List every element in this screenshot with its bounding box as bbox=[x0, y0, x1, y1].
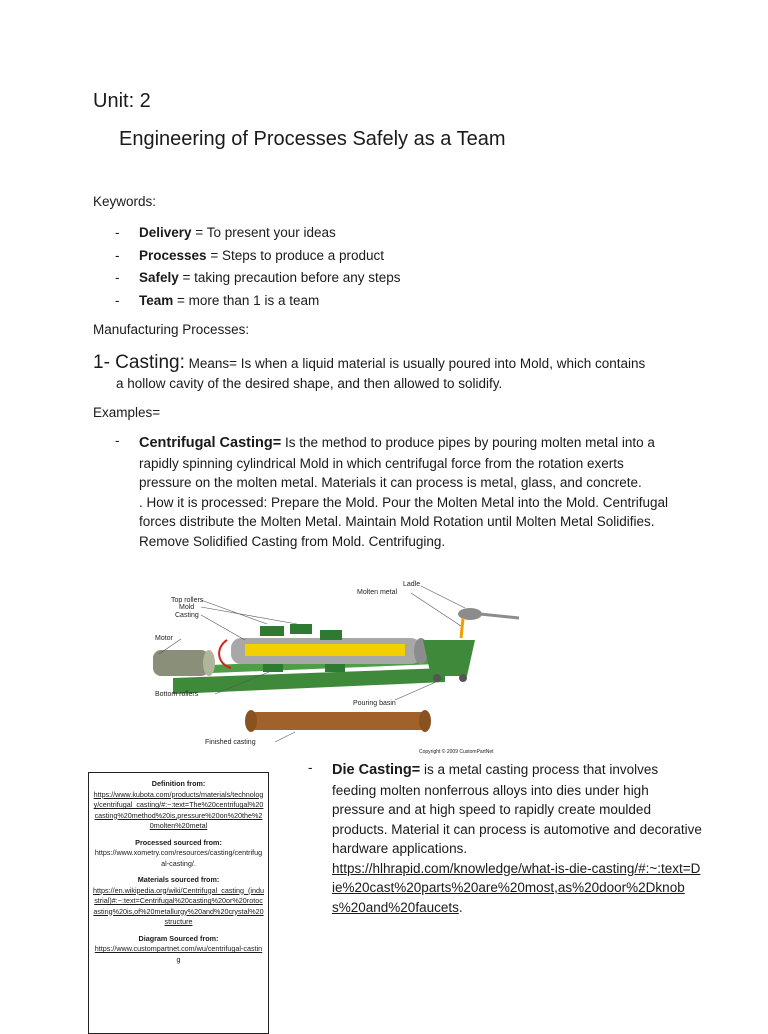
keyword-term: Safely bbox=[139, 270, 179, 285]
keyword-term: Processes bbox=[139, 247, 207, 263]
die-casting-item: - Die Casting= is a metal casting process that involves feeding molten nonferrous alloys into dies under high pressure and at high speed to rapidly create moulded products. Material it can process is automotive and decorative hardware applications. https://hlhrapid.com/knowledge/what-is-die-casting/#:~:text=Die%20cast%20parts%20are%20most,as%20door%2Dknobs%20and%20faucets. bbox=[308, 760, 702, 915]
centrifugal-text: Is the method to produce pipes by pouring molten metal into a rapidly spinning cylindrical Mold in which centrifugal force from the rotation exerts pressure on the molten metal. Materials it can process is metal, glass, and concrete. bbox=[139, 435, 655, 490]
molten-casting bbox=[245, 644, 405, 656]
die-casting-text: is a metal casting process that involves feeding molten nonferrous alloys into dies under high pressure and at high speed to rapidly create moulded products. Material it can process is automotive and decorative hardware applications. bbox=[332, 762, 702, 856]
label-molten-metal: Molten metal bbox=[357, 589, 398, 596]
die-casting-source-link[interactable]: https://hlhrapid.com/knowledge/what-is-die-casting/#:~:text=Die%20cast%20parts%20are%20most,as%20door%2Dknobs%20and%20faucets bbox=[332, 860, 701, 915]
materials-source-heading: Materials sourced from: bbox=[137, 875, 220, 884]
rotation-arrow-icon bbox=[219, 640, 231, 668]
unit-heading: Unit: 2 bbox=[93, 90, 151, 112]
keyword-definition: = more than 1 is a team bbox=[173, 292, 320, 308]
label-ladle: Ladle bbox=[403, 581, 421, 588]
processed-source-heading: Processed sourced from: bbox=[135, 837, 222, 847]
centrifugal-process: . How it is processed: Prepare the Mold. Pour the Molten Metal into the Mold. Centrifugal forces distribute the Molten Metal. Maintain Mold Rotation until Molten Metal Solidifies. Remove Solidified Casting from Mold. Centrifuging. bbox=[139, 494, 669, 549]
keyword-item: - Delivery = To present your ideas bbox=[115, 225, 336, 240]
keyword-term: Team bbox=[139, 292, 174, 308]
finished-casting bbox=[247, 712, 429, 730]
bottom-roller bbox=[263, 664, 283, 672]
label-motor: Motor bbox=[155, 635, 173, 642]
casting-definition bbox=[93, 352, 693, 394]
top-roller bbox=[320, 630, 342, 640]
label-pouring-basin: Pouring basin bbox=[353, 700, 396, 707]
casting-means-line1: Means= Is when a liquid material is usually poured into Mold, which contains bbox=[184, 356, 646, 371]
label-finished-casting: Finished casting bbox=[205, 739, 256, 746]
materials-source-link[interactable]: https://en.wikipedia.org/wiki/Centrifugal_casting_(industrial)#:~:text=Centrifugal%20casting%20or%20rotocasting%20is,of%20metallurgy%20and%20crystal%20structure bbox=[93, 885, 264, 926]
label-casting: Casting bbox=[175, 612, 199, 619]
label-bottom-rollers: Bottom rollers bbox=[155, 691, 199, 698]
keywords-list bbox=[115, 223, 401, 313]
centrifugal-casting-item: - Centrifugal Casting= Is the method to produce pipes by pouring molten metal into a rapidly spinning cylindrical Mold in which centrifugal force from the rotation exerts pressure on the molten metal. Materials it can process is metal, glass, and concrete. . How it is processed: Prepare the Mold. Pour the Molten Metal into the Mold. Centrifugal forces distribute the Molten Metal. Maintain Mold Rotation until Molten Metal Solidifies. Remove Solidified Casting from Mold. Centrifuging. bbox=[115, 433, 669, 549]
top-roller bbox=[290, 624, 312, 634]
motor bbox=[153, 650, 209, 676]
definition-source-link[interactable]: https://www.kubota.com/products/materials/technology/centrifugal_casting/#:~:text=The%20centrifugal%20casting%20method%20is,pressure%20on%20the%20molten%20metal bbox=[93, 789, 264, 830]
top-roller bbox=[260, 626, 284, 636]
centrifugal-casting-diagram bbox=[145, 578, 535, 756]
keyword-definition: = Steps to produce a product bbox=[206, 247, 385, 263]
label-top-rollers: Top rollers bbox=[171, 597, 204, 604]
die-casting-label: Die Casting= bbox=[332, 762, 421, 778]
keyword-definition: = taking precaution before any steps bbox=[178, 270, 401, 285]
manufacturing-heading: Manufacturing Processes: bbox=[93, 322, 250, 337]
casting-means-line2: a hollow cavity of the desired shape, and then allowed to solidify. bbox=[116, 376, 503, 391]
keyword-item: - Processes = Steps to produce a product bbox=[115, 247, 385, 263]
definition-source-heading: Definition from: bbox=[151, 779, 206, 788]
page-title: Engineering of Processes Safely as a Team bbox=[119, 128, 506, 150]
molten-stream bbox=[461, 618, 463, 638]
bottom-roller bbox=[325, 664, 345, 672]
diagram-source-heading: Diagram Sourced from: bbox=[138, 933, 219, 943]
keywords-heading: Keywords: bbox=[93, 194, 157, 209]
centrifugal-label: Centrifugal Casting= bbox=[139, 435, 282, 451]
label-mold: Mold bbox=[179, 604, 195, 611]
die-casting-period: . bbox=[458, 899, 463, 915]
diagram-copyright: Copyright © 2009 CustomPartNet bbox=[419, 749, 494, 755]
keyword-item: - Safely = taking precaution before any steps bbox=[115, 270, 401, 285]
keyword-definition: = To present your ideas bbox=[191, 225, 336, 240]
keyword-term: Delivery bbox=[139, 225, 192, 240]
casting-label: 1- Casting: bbox=[93, 352, 185, 373]
processed-source-text: https://www.xometry.com/resources/casting/centrifugal-casting/. bbox=[94, 848, 263, 868]
sources-box bbox=[88, 772, 269, 1034]
examples-heading: Examples= bbox=[93, 405, 161, 420]
keyword-item: - Team = more than 1 is a team bbox=[115, 292, 320, 308]
pouring-basin bbox=[423, 640, 475, 676]
diagram-source-link[interactable]: https://www.custompartnet.com/wu/centrifugal-casting bbox=[94, 944, 263, 964]
